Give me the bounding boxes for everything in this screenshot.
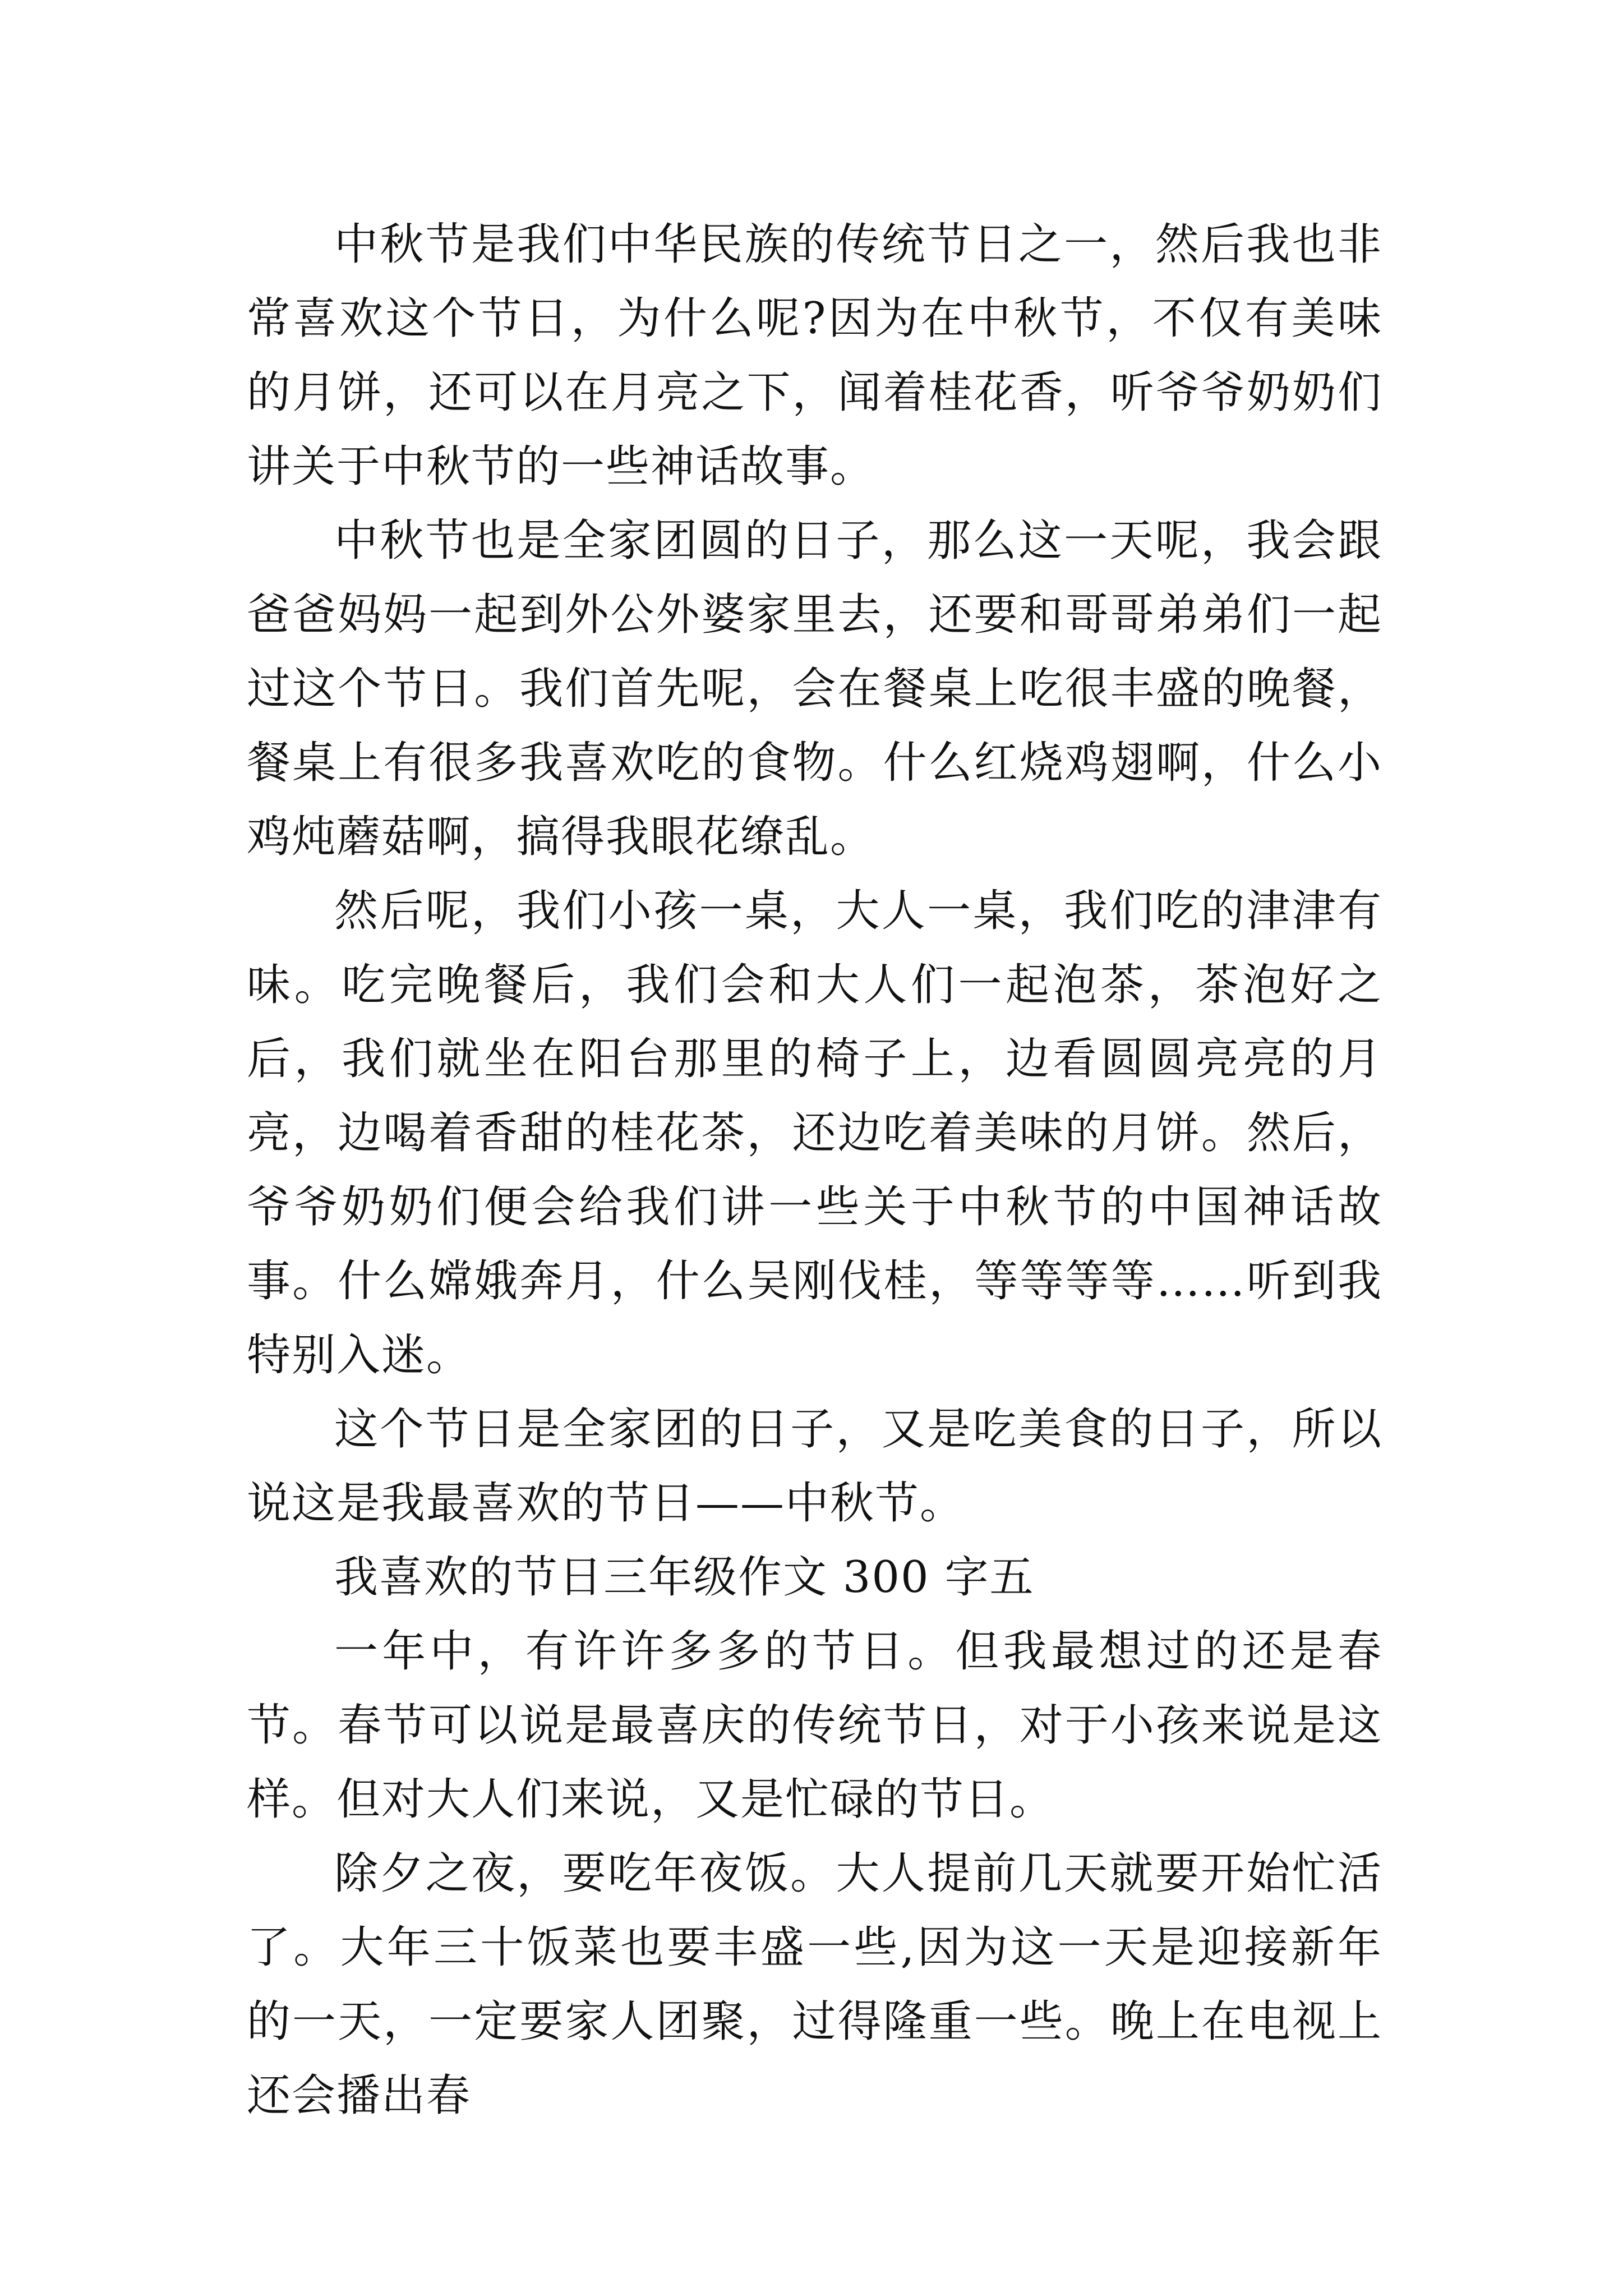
paragraph-new-years-eve: 除夕之夜，要吃年夜饭。大人提前几天就要开始忙活了。大年三十饭菜也要丰盛一些,因为这一天是迎接新年的一天，一定要家人团聚，过得隆重一些。晚上在电视上还会播出春 [247,1848,1382,2121]
paragraph-mid-autumn-intro: 中秋节是我们中华民族的传统节日之一，然后我也非常喜欢这个节日，为什么呢?因为在中秋节，不仅有美味的月饼，还可以在月亮之下，闻着桂花香，听爷爷奶奶们讲关于中秋节的一些神话故事。 [247,219,1382,492]
paragraph-spring-festival-intro: 一年中，有许许多多的节日。但我最想过的还是春节。春节可以说是最喜庆的传统节日，对于小孩来说是这样。但对大人们来说，又是忙碌的节日。 [247,1626,1382,1825]
paragraph-conclusion: 这个节日是全家团的日子，又是吃美食的日子，所以说这是我最喜欢的节日——中秋节。 [247,1404,1382,1529]
paragraph-family-reunion: 中秋节也是全家团圆的日子，那么这一天呢，我会跟爸爸妈妈一起到外公外婆家里去，还要和哥哥弟弟们一起过这个节日。我们首先呢，会在餐桌上吃很丰盛的晚餐，餐桌上有很多我喜欢吃的食物。什么红烧鸡翅啊，什么小鸡炖蘑菇啊，搞得我眼花缭乱。 [247,516,1382,862]
paragraph-tea-and-stories: 然后呢，我们小孩一桌，大人一桌，我们吃的津津有味。吃完晚餐后，我们会和大人们一起泡茶，茶泡好之后，我们就坐在阳台那里的椅子上，边看圆圆亮亮的月亮，边喝着香甜的桂花茶，还边吃着美味的月饼。然后，爷爷奶奶们便会给我们讲一些关于中秋节的中国神话故事。什么嫦娥奔月，什么吴刚伐桂，等等等等……听到我特别入迷。 [247,886,1382,1381]
document-body [247,208,1382,2133]
essay-heading: 我喜欢的节日三年级作文 300 字五 [334,1552,1035,1603]
